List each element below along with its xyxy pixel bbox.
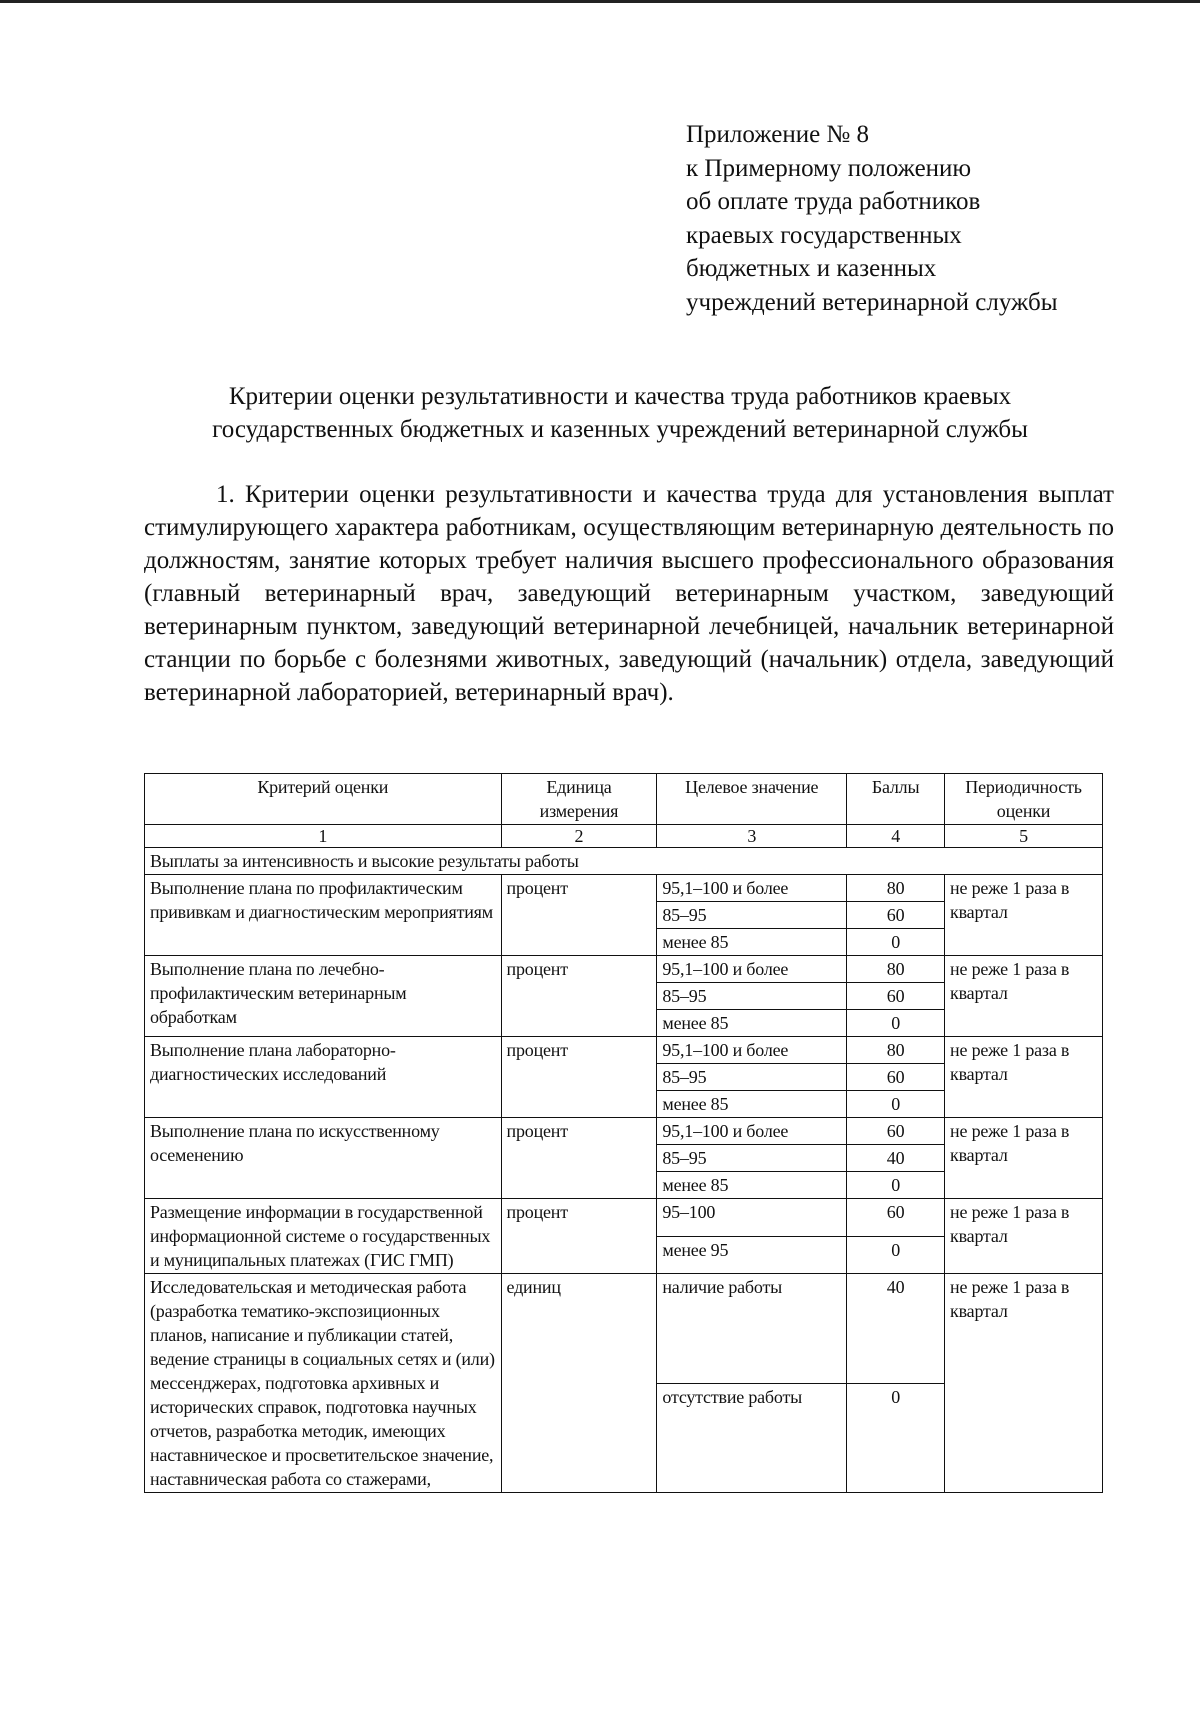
criterion-periodicity: не реже 1 раза в квартал [945,1118,1103,1199]
appendix-line: к Примерному положению [686,154,972,182]
target-value: отсутствие работы [657,1383,847,1493]
section-title: Выплаты за интенсивность и высокие результаты работы [145,848,1103,875]
target-value: наличие работы [657,1274,847,1384]
appendix-line: Приложение № 8 [686,121,870,148]
table-row [145,875,1103,902]
target-points: 40 [847,1145,945,1172]
target-points: 60 [847,1118,945,1145]
target-points: 0 [847,929,945,956]
target-points: 0 [847,1383,945,1493]
target-points: 0 [847,1010,945,1037]
table-row [145,1274,1103,1384]
column-number: 1 [145,825,502,848]
appendix-line: учреждений ветеринарной службы [686,288,1058,316]
criterion-name: Выполнение плана лабораторно-диагностических исследований [145,1037,502,1118]
target-points: 0 [847,1172,945,1199]
appendix-line: бюджетных и казенных [686,255,937,282]
criterion-name: Исследовательская и методическая работа (разработка тематико-экспозиционных планов, написание и публикации статей, ведение страницы в социальных сетях и (или) мессенджерах, подготовка архивных и исторических справок, подготовка научных отчетов, разработка методик, имеющих наставническое и просветительское значение, наставническая работа со стажерами, [145,1274,502,1493]
column-number-row [145,825,1103,848]
criterion-name: Выполнение плана по профилактическим прививкам и диагностическим мероприятиям [145,875,502,956]
criterion-name: Выполнение плана по искусственному осеменению [145,1118,502,1199]
criterion-name: Размещение информации в государственной информационной системе о государственных и муниципальных платежах (ГИС ГМП) [145,1199,502,1274]
criterion-unit: процент [501,1199,657,1274]
header-cell: Баллы [847,774,945,825]
column-number: 4 [847,825,945,848]
header-cell: Периодичность оценки [945,774,1103,825]
target-value: 85–95 [657,1145,847,1172]
criterion-unit: процент [501,875,657,956]
target-value: менее 85 [657,929,847,956]
table-row [145,1037,1103,1064]
criteria-table [144,773,1103,1493]
target-points: 80 [847,1037,945,1064]
target-value: 95,1–100 и более [657,1037,847,1064]
target-points: 0 [847,1236,945,1274]
scan-top-border [0,0,1200,3]
target-value: 95,1–100 и более [657,875,847,902]
criterion-periodicity: не реже 1 раза в квартал [945,1037,1103,1118]
criterion-periodicity: не реже 1 раза в квартал [945,956,1103,1037]
target-value: менее 85 [657,1091,847,1118]
table-row [145,956,1103,983]
target-value: 85–95 [657,1064,847,1091]
criterion-unit: процент [501,1118,657,1199]
table-header-row [145,774,1103,825]
target-points: 60 [847,1064,945,1091]
column-number: 5 [945,825,1103,848]
section-row [145,848,1103,875]
criterion-unit: процент [501,1037,657,1118]
target-value: 95,1–100 и более [657,1118,847,1145]
criterion-periodicity: не реже 1 раза в квартал [945,875,1103,956]
criterion-unit: процент [501,956,657,1037]
criterion-name: Выполнение плана по лечебно-профилактическим ветеринарным обработкам [145,956,502,1037]
document-title [120,380,1120,446]
target-points: 60 [847,1199,945,1237]
header-cell: Единица измерения [501,774,657,825]
target-points: 0 [847,1091,945,1118]
target-value: 85–95 [657,902,847,929]
column-number: 3 [657,825,847,848]
title-line: Критерии оценки результативности и качества труда работников краевых [228,383,1012,410]
target-points: 40 [847,1274,945,1384]
target-points: 60 [847,983,945,1010]
target-value: менее 85 [657,1010,847,1037]
target-value: 95–100 [657,1199,847,1237]
title-line: государственных бюджетных и казенных учреждений ветеринарной службы [212,416,1028,443]
appendix-line: об оплате труда работников [686,188,981,215]
target-points: 80 [847,875,945,902]
column-number: 2 [501,825,657,848]
intro-paragraph: 1. Критерии оценки результативности и качества труда для установления выплат стимулирующего характера работникам, осуществляющим ветеринарную деятельность по должностям, занятие которых требует наличия высшего профессионального образования (главный ветеринарный врач, заведующий ветеринарным участком, заведующий ветеринарным пунктом, заведующий ветеринарной лечебницей, начальник ветеринарной станции по борьбе с болезнями животных, заведующий (начальник) отдела, заведующий ветеринарной лабораторией, ветеринарный врач). [144,481,1114,706]
table-row [145,1118,1103,1145]
header-cell: Целевое значение [657,774,847,825]
appendix-header [686,118,1146,319]
table-row [145,1199,1103,1237]
header-cell: Критерий оценки [145,774,502,825]
appendix-line: краевых государственных [686,221,962,249]
criterion-unit: единиц [501,1274,657,1493]
target-value: менее 85 [657,1172,847,1199]
target-points: 80 [847,956,945,983]
target-points: 60 [847,902,945,929]
target-value: менее 95 [657,1236,847,1274]
target-value: 95,1–100 и более [657,956,847,983]
target-value: 85–95 [657,983,847,1010]
criterion-periodicity: не реже 1 раза в квартал [945,1199,1103,1274]
criterion-periodicity: не реже 1 раза в квартал [945,1274,1103,1493]
